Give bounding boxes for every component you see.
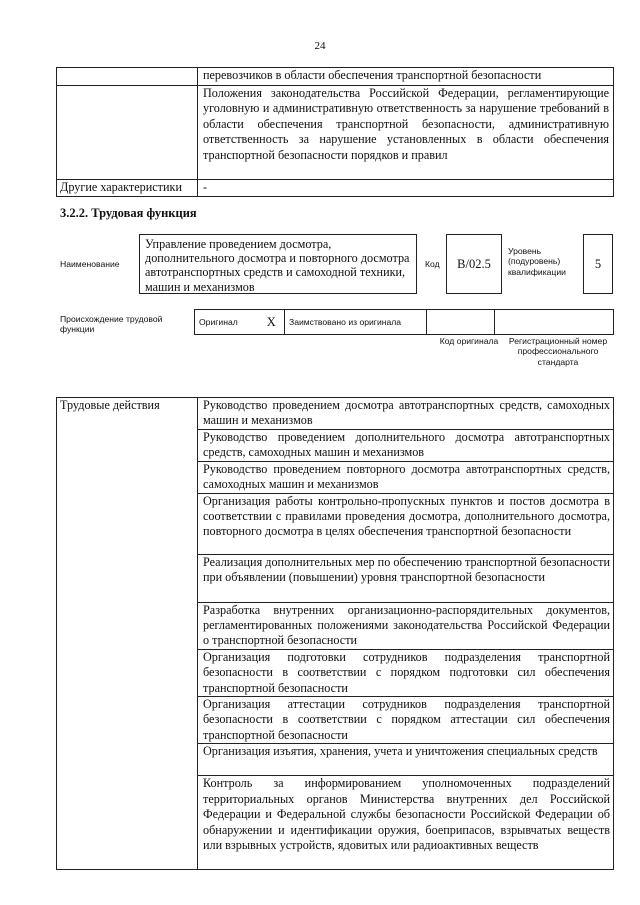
labor-actions-label: Трудовые действия: [57, 398, 198, 870]
labor-action-item: Руководство проведением дополнительного досмотра автотранспортных средств, самоходных машин и механизмов: [198, 430, 614, 462]
page-number: 24: [314, 40, 326, 52]
borrowed-label: Заимствовано из оригинала: [285, 310, 427, 335]
qualification-level-box: 5: [583, 234, 613, 294]
origin-label: Происхождение трудовой функции: [60, 314, 163, 335]
labor-action-item: Контроль за информированием уполномоченных подразделений территориальных органов Министерства внутренних дел Российской Федерации и Федеральной службы безопасности Российской Федерации об обнаружении и идентификации оружия, боеприпасов, взрывчатых веществ или взрывных устройств, ядовитых или радиоактивных веществ: [198, 776, 614, 870]
level-label: Уровень (подуровень) квалификации: [508, 246, 566, 277]
labor-action-item: Реализация дополнительных мер по обеспечению транспортной безопасности при объявлении (повышении) уровня транспортной безопасности: [198, 554, 614, 602]
origin-table: [194, 309, 614, 335]
function-code-box: B/02.5: [446, 234, 502, 294]
other-characteristics-value: -: [198, 180, 614, 197]
table-row: [57, 398, 614, 430]
labor-actions-table: [56, 397, 614, 870]
section-title: 3.2.2. Трудовая функция: [60, 206, 197, 220]
table-row: [195, 310, 614, 335]
original-code-caption: Код оригинала: [439, 336, 499, 346]
name-label: Наименование: [60, 259, 120, 269]
labor-action-item: Организация работы контрольно-пропускных пунктов и постов досмотра в соответствии с правилами проведения досмотра, дополнительного досмотра, повторного досмотра в целях обеспечения транспортной безопасности: [198, 493, 614, 554]
labor-action-item: Руководство проведением повторного досмотра автотранспортных средств, самоходных машин и механизмов: [198, 461, 614, 493]
registration-number-caption: Регистрационный номер профессионального стандарта: [508, 336, 608, 367]
labor-action-item: Организация аттестации сотрудников подразделения транспортной безопасности в соответствии с порядком аттестации сил обеспечения транспортной безопасности: [198, 697, 614, 744]
table-cell-left: [57, 86, 198, 180]
table-cell-right: Положения законодательства Российской Федерации, регламентирующие уголовную и административную ответственность за нарушение требований в области обеспечения транспортной безопасности, административную ответственность за нарушение установленных в области обеспечения транспортной безопасности порядков и правил: [198, 86, 614, 180]
table-row: [57, 86, 614, 180]
table-cell-left: [57, 68, 198, 86]
table-row: [57, 180, 614, 197]
other-characteristics-label: Другие характеристики: [57, 180, 198, 197]
registration-number-cell: [495, 310, 614, 335]
original-label: Оригинал: [195, 310, 259, 335]
labor-action-item: Организация подготовки сотрудников подразделения транспортной безопасности в соответствии с порядком подготовки сил обеспечения транспортной безопасности: [198, 649, 614, 696]
labor-action-item: Организация изъятия, хранения, учета и уничтожения специальных средств: [198, 744, 614, 776]
top-characteristics-table: [56, 67, 614, 197]
labor-action-item: Разработка внутренних организационно-распорядительных документов, регламентированных положениями законодательства Российской Федерации о транспортной безопасности: [198, 602, 614, 649]
table-row: [57, 68, 614, 86]
table-cell-right: перевозчиков в области обеспечения транспортной безопасности: [198, 68, 614, 86]
original-code-cell: [427, 310, 495, 335]
function-name-box: Управление проведением досмотра, дополнительного досмотра и повторного досмотра автотранспортных средств и самоходной техники, машин и механизмов: [139, 234, 417, 294]
labor-action-item: Руководство проведением досмотра автотранспортных средств, самоходных машин и механизмов: [198, 398, 614, 430]
code-label: Код: [425, 259, 440, 269]
original-mark: X: [259, 310, 285, 335]
